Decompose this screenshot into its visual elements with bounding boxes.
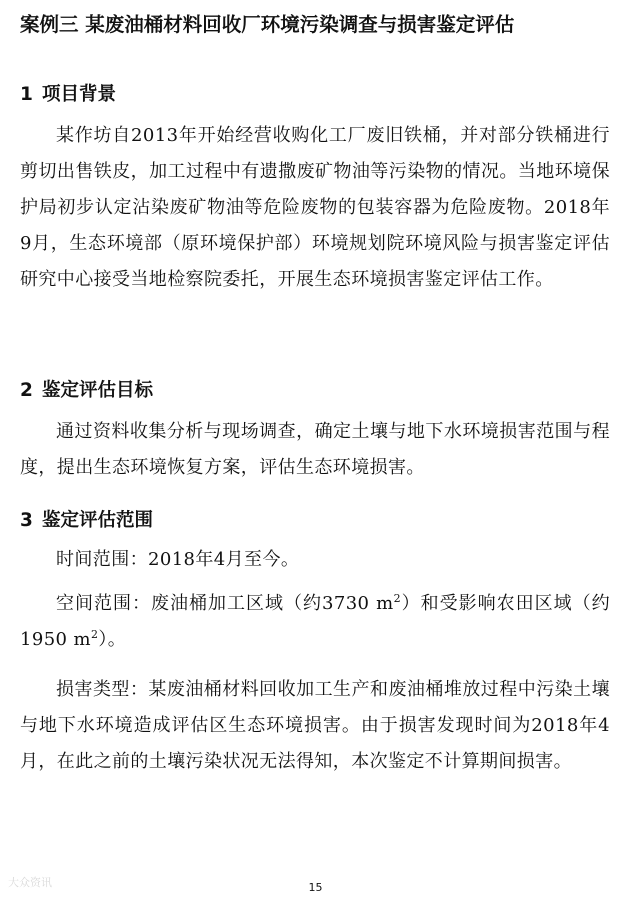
space-scope-text-3: ）。 [98,629,127,650]
watermark: 大众资讯 [8,876,52,889]
section-number: 2 [20,380,33,401]
page-number: 15 [308,881,323,894]
superscript-2: 2 [393,592,401,605]
section-title: 鉴定评估目标 [42,380,154,401]
assessment-goal-paragraph: 通过资料收集分析与现场调查，确定土壤与地下水环境损害范围与程度，提出生态环境恢复方案，评估生态环境损害。 [20,421,610,478]
project-background-paragraph: 某作坊自2013年开始经营收购化工厂废旧铁桶，并对部分铁桶进行剪切出售铁皮，加工过程中有遗撒废矿物油等污染物的情况。当地环境保护局初步认定沾染废矿物油等危险废物的包装容器为危险废物。2018年9月，生态环境部（原环境保护部）环境规划院环境风险与损害鉴定评估研究中心接受当地检察院委托，开展生态环境损害鉴定评估工作。 [20,125,610,290]
damage-type-paragraph: 损害类型：某废油桶材料回收加工生产和废油桶堆放过程中污染土壤与地下水环境造成评估区生态环境损害。由于损害发现时间为2018年4月，在此之前的土壤污染状况无法得知，本次鉴定不计算期间损害。 [20,679,610,772]
section-title: 鉴定评估范围 [42,510,154,531]
section-number: 3 [20,510,33,531]
space-scope-text-2: ）和受影响农田区域（约1950 m [20,593,610,650]
space-scope-paragraph [20,586,610,658]
section-heading-1 [20,82,610,108]
section-number: 1 [20,84,33,105]
section-heading-3 [20,508,610,534]
time-scope-paragraph: 时间范围：2018年4月至今。 [56,549,300,570]
superscript-2: 2 [91,628,99,641]
space-scope-text-1: 空间范围：废油桶加工区域（约3730 m [56,593,394,614]
section-heading-2 [20,378,610,404]
case-title: 案例三 某废油桶材料回收厂环境污染调查与损害鉴定评估 [20,13,515,36]
section-title: 项目背景 [42,84,117,105]
